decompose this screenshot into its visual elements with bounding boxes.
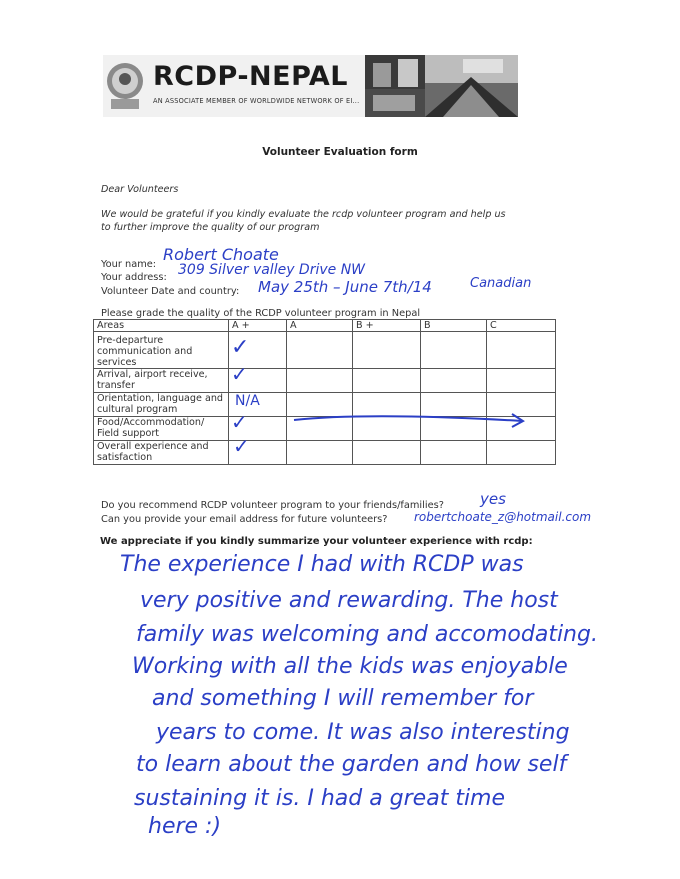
summary-line: very positive and rewarding. The host (140, 588, 558, 613)
summary-line: and something I will remember for (152, 686, 534, 711)
address-value[interactable]: 309 Silver valley Drive NW (178, 262, 366, 278)
summary-line: Working with all the kids was enjoyable (132, 654, 568, 679)
col-header: A (287, 320, 353, 332)
check-mark-icon: ✓ (233, 434, 250, 458)
grade-cell-a[interactable] (287, 369, 353, 393)
greeting: Dear Volunteers (101, 184, 179, 195)
check-mark-icon: ✓ (231, 410, 248, 434)
col-header: A + (229, 320, 287, 332)
grade-cell-b[interactable] (421, 332, 487, 369)
area-cell: Pre-departure communication and services (94, 332, 229, 369)
photo-collage (365, 55, 518, 117)
date-value[interactable]: May 25th – June 7th/14 (258, 278, 432, 296)
recommend-question: Do you recommend RCDP volunteer program to your friends/families? (101, 500, 444, 511)
country-value[interactable]: Canadian (470, 276, 532, 291)
org-emblem-icon (107, 63, 143, 109)
summary-line: sustaining it is. I had a great time (134, 786, 506, 811)
org-tagline: AN ASSOCIATE MEMBER OF WORLDWIDE NETWORK OF EI... (153, 97, 360, 105)
na-arrow-icon (290, 410, 530, 430)
grade-cell-a[interactable] (287, 441, 353, 465)
org-name: RCDP-NEPAL (153, 61, 348, 92)
table-row (94, 369, 556, 393)
form-title: Volunteer Evaluation form (262, 146, 418, 158)
date-country-label: Volunteer Date and country: (101, 286, 240, 297)
grade-cell-bplus[interactable] (353, 369, 421, 393)
grade-cell-b[interactable] (421, 441, 487, 465)
grade-cell-aplus[interactable] (229, 362, 287, 393)
intro-line-2: to further improve the quality of our program (101, 222, 320, 233)
col-header: C (487, 320, 556, 332)
area-cell: Arrival, airport receive, transfer (94, 369, 229, 393)
grade-prompt: Please grade the quality of the RCDP volunteer program in Nepal (101, 308, 421, 319)
grade-cell-c[interactable] (487, 369, 556, 393)
address-label: Your address: (101, 272, 167, 283)
check-mark-icon: ✓ (231, 335, 250, 360)
table-row (94, 441, 556, 465)
grade-table (93, 319, 556, 465)
area-cell: Food/Accommodation/ Field support (94, 417, 229, 441)
grade-cell-bplus[interactable] (353, 441, 421, 465)
area-cell: Overall experience and satisfaction (94, 441, 229, 465)
summary-line: here :) (148, 814, 222, 839)
summary-prompt: We appreciate if you kindly summarize your volunteer experience with rcdp: (100, 536, 533, 547)
col-header: B (421, 320, 487, 332)
grade-cell-a[interactable] (287, 332, 353, 369)
recommend-answer[interactable]: yes (480, 490, 506, 508)
table-row (94, 332, 556, 369)
summary-line: to learn about the garden and how self (136, 752, 567, 777)
name-value[interactable]: Robert Choate (163, 245, 279, 264)
email-question: Can you provide your email address for future volunteers? (101, 514, 388, 525)
intro-line-1: We would be grateful if you kindly evaluate the rcdp volunteer program and help us (101, 209, 506, 220)
summary-line: The experience I had with RCDP was (120, 552, 524, 577)
grade-cell-c[interactable] (487, 332, 556, 369)
name-label: Your name: (101, 259, 157, 270)
grade-cell-aplus[interactable] (229, 434, 287, 465)
check-mark-icon: ✓ (231, 362, 248, 386)
col-header: B + (353, 320, 421, 332)
grade-cell-c[interactable] (487, 441, 556, 465)
grade-cell-b[interactable] (421, 369, 487, 393)
area-cell: Orientation, language and cultural program (94, 393, 229, 417)
grade-table-header (94, 320, 556, 332)
header-banner (103, 55, 518, 117)
summary-line: family was welcoming and accomodating. (136, 622, 598, 647)
grade-cell-bplus[interactable] (353, 332, 421, 369)
summary-line: years to come. It was also interesting (156, 720, 570, 745)
na-mark: N/A (235, 393, 260, 409)
col-header: Areas (94, 320, 229, 332)
email-answer[interactable]: robertchoate_z@hotmail.com (414, 510, 592, 524)
